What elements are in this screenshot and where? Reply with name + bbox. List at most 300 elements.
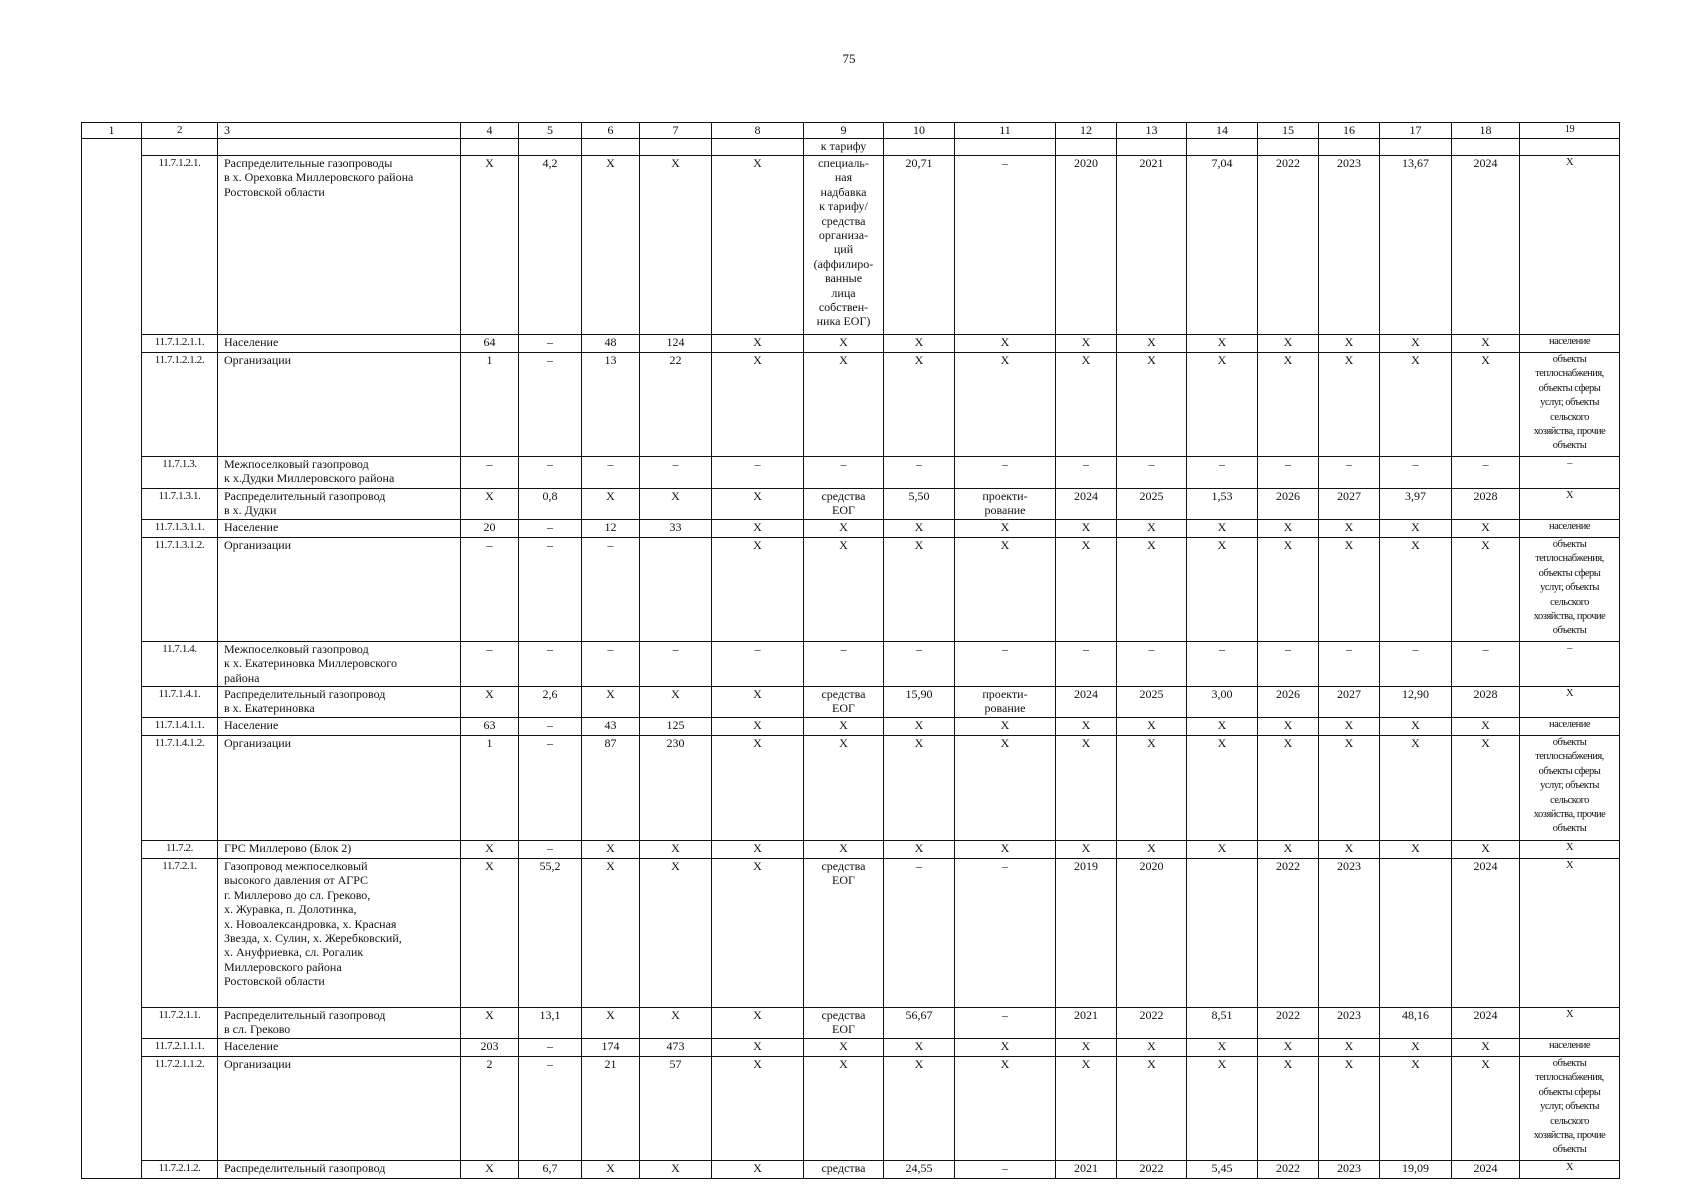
table-cell: Х — [1319, 718, 1380, 736]
table-cell: – — [1452, 457, 1520, 489]
table-cell: Х — [712, 156, 804, 335]
table-cell: – — [640, 457, 712, 489]
table-cell: – — [519, 736, 582, 841]
table-cell: Х — [804, 335, 884, 353]
table-cell: 12,90 — [1380, 687, 1452, 718]
table-cell: Х — [582, 1008, 640, 1039]
table-cell — [1452, 139, 1520, 156]
table-row — [82, 335, 1620, 353]
table-cell: 13 — [582, 353, 640, 457]
table-cell: средства ЕОГ — [804, 489, 884, 520]
table-cell: Х — [1319, 538, 1380, 642]
table-cell: – — [519, 718, 582, 736]
table-cell: Х — [1056, 736, 1117, 841]
table-cell: – — [1452, 642, 1520, 687]
table-row — [82, 841, 1620, 859]
row-code-cell: 11.7.1.4.1.2. — [142, 736, 218, 841]
table-cell: 2022 — [1258, 859, 1319, 1008]
row-name-cell: Организации — [218, 736, 461, 841]
table-cell: 33 — [640, 520, 712, 538]
table-cell: – — [461, 538, 519, 642]
table-cell: – — [955, 859, 1056, 1008]
column-header-3: 3 — [218, 123, 461, 139]
table-cell: население — [1520, 718, 1620, 736]
column-header-16: 16 — [1319, 123, 1380, 139]
table-cell: – — [884, 859, 955, 1008]
table-row — [82, 1161, 1620, 1179]
table-cell: 22 — [640, 353, 712, 457]
row-name-cell: Распределительный газопровод в х. Дудки — [218, 489, 461, 520]
table-cell: Х — [582, 841, 640, 859]
table-cell: Х — [955, 841, 1056, 859]
table-cell: Х — [1452, 841, 1520, 859]
table-row — [82, 736, 1620, 841]
table-cell: – — [1380, 642, 1452, 687]
table-cell: Х — [1187, 520, 1258, 538]
table-row — [82, 139, 1620, 156]
row-code-cell: 11.7.1.4.1.1. — [142, 718, 218, 736]
row-name-cell: Население — [218, 718, 461, 736]
table-cell: 13,1 — [519, 1008, 582, 1039]
table-cell — [82, 736, 142, 841]
table-cell: Х — [955, 353, 1056, 457]
table-cell: Х — [955, 736, 1056, 841]
table-cell — [82, 1161, 142, 1179]
table-cell: 2024 — [1056, 489, 1117, 520]
row-name-cell: Население — [218, 335, 461, 353]
table-cell: – — [519, 642, 582, 687]
table-cell: Х — [1319, 520, 1380, 538]
header-row — [82, 123, 1620, 139]
row-code-cell: 11.7.1.3. — [142, 457, 218, 489]
table-cell: Х — [1520, 156, 1620, 335]
table-cell: – — [519, 335, 582, 353]
table-cell: 2020 — [1056, 156, 1117, 335]
table-cell: специаль- ная надбавка к тарифу/ средства организа- ций (аффилиро- ванные лица собствен- ника ЕОГ) — [804, 156, 884, 335]
table-cell: Х — [712, 1039, 804, 1057]
table-cell: 12 — [582, 520, 640, 538]
table-cell: 3,00 — [1187, 687, 1258, 718]
table-cell: Х — [1187, 335, 1258, 353]
row-code-cell: 11.7.1.4.1. — [142, 687, 218, 718]
table-cell: – — [1520, 457, 1620, 489]
table-row — [82, 1008, 1620, 1039]
table-row — [82, 538, 1620, 642]
table-cell: Х — [1258, 718, 1319, 736]
table-cell: Х — [1117, 718, 1187, 736]
row-name-cell: Организации — [218, 538, 461, 642]
table-cell: Х — [582, 687, 640, 718]
table-cell: – — [582, 538, 640, 642]
table-cell: Х — [955, 538, 1056, 642]
table-cell — [82, 859, 142, 1008]
table-cell: Х — [1380, 736, 1452, 841]
table-cell: 1 — [461, 736, 519, 841]
table-row — [82, 859, 1620, 1008]
table-cell: 124 — [640, 335, 712, 353]
table-cell — [1380, 859, 1452, 1008]
table-cell: Х — [1452, 335, 1520, 353]
table-cell: Х — [1452, 520, 1520, 538]
table-cell: Х — [461, 1161, 519, 1179]
table-cell: 473 — [640, 1039, 712, 1057]
column-header-10: 10 — [884, 123, 955, 139]
table-cell: Х — [712, 1161, 804, 1179]
column-header-14: 14 — [1187, 123, 1258, 139]
table-cell: Х — [712, 353, 804, 457]
table-cell: объекты теплоснабжения, объекты сферы услуг, объекты сельского хозяйства, прочие объекты — [1520, 353, 1620, 457]
table-cell: Х — [955, 1057, 1056, 1161]
table-cell — [82, 1008, 142, 1039]
table-cell — [82, 520, 142, 538]
table-cell: Х — [712, 687, 804, 718]
table-cell: 13,67 — [1380, 156, 1452, 335]
table-cell: Х — [1452, 1039, 1520, 1057]
table-cell: 57 — [640, 1057, 712, 1161]
table-cell: Х — [884, 841, 955, 859]
table-cell: 2024 — [1452, 859, 1520, 1008]
table-cell: – — [519, 520, 582, 538]
table-cell: Х — [461, 489, 519, 520]
table-cell: 2023 — [1319, 1008, 1380, 1039]
table-cell: 0,8 — [519, 489, 582, 520]
table-cell: Х — [1187, 718, 1258, 736]
table-cell: Х — [1187, 1039, 1258, 1057]
table-cell: Х — [1319, 335, 1380, 353]
table-cell: – — [1187, 457, 1258, 489]
table-cell: Х — [712, 736, 804, 841]
table-cell — [82, 687, 142, 718]
table-cell: проекти- рование — [955, 687, 1056, 718]
table-cell: Х — [461, 1008, 519, 1039]
table-cell — [519, 139, 582, 156]
table-cell — [82, 489, 142, 520]
table-cell: Х — [1117, 1039, 1187, 1057]
table-cell: Х — [461, 156, 519, 335]
table-cell: – — [955, 1161, 1056, 1179]
table-cell: Х — [712, 538, 804, 642]
table-cell: 55,2 — [519, 859, 582, 1008]
table-cell: Х — [712, 489, 804, 520]
table-cell: – — [884, 642, 955, 687]
table-cell: 2027 — [1319, 489, 1380, 520]
page-number: 75 — [842, 51, 856, 66]
table-cell: Х — [1056, 841, 1117, 859]
table-cell: Х — [582, 489, 640, 520]
table-row — [82, 489, 1620, 520]
table-cell: Х — [884, 520, 955, 538]
row-code-cell: 11.7.1.3.1.1. — [142, 520, 218, 538]
table-cell — [1520, 139, 1620, 156]
table-cell: 3,97 — [1380, 489, 1452, 520]
row-code-cell: 11.7.2.1.2. — [142, 1161, 218, 1179]
row-name-cell: Распределительный газопровод в сл. Греково — [218, 1008, 461, 1039]
table-cell: 6,7 — [519, 1161, 582, 1179]
table-cell: Х — [712, 335, 804, 353]
table-cell: 19,09 — [1380, 1161, 1452, 1179]
table-cell: 1,53 — [1187, 489, 1258, 520]
table-cell: 2021 — [1056, 1161, 1117, 1179]
table-cell: объекты теплоснабжения, объекты сферы услуг, объекты сельского хозяйства, прочие объекты — [1520, 1057, 1620, 1161]
table-cell: – — [1187, 642, 1258, 687]
table-cell: объекты теплоснабжения, объекты сферы услуг, объекты сельского хозяйства, прочие объекты — [1520, 736, 1620, 841]
table-cell: к тарифу — [804, 139, 884, 156]
table-cell: – — [1056, 642, 1117, 687]
column-header-2: 2 — [142, 123, 218, 139]
table-cell: проекти- рование — [955, 489, 1056, 520]
table-cell: – — [1117, 457, 1187, 489]
table-cell: 15,90 — [884, 687, 955, 718]
table-cell: Х — [712, 1008, 804, 1039]
table-cell: Х — [1117, 841, 1187, 859]
table-cell: Х — [1452, 718, 1520, 736]
table-cell: Х — [1258, 736, 1319, 841]
table-cell — [82, 139, 142, 156]
table-cell: 125 — [640, 718, 712, 736]
table-cell: Х — [1056, 538, 1117, 642]
table-cell: – — [519, 353, 582, 457]
table-row — [82, 520, 1620, 538]
table-cell: средства — [804, 1161, 884, 1179]
table-cell: объекты теплоснабжения, объекты сферы услуг, объекты сельского хозяйства, прочие объекты — [1520, 538, 1620, 642]
table-cell — [1117, 139, 1187, 156]
table-cell — [82, 335, 142, 353]
table-cell: Х — [1258, 1057, 1319, 1161]
table-cell: Х — [804, 1039, 884, 1057]
table-cell: Х — [461, 841, 519, 859]
table-cell: Х — [1319, 353, 1380, 457]
column-header-15: 15 — [1258, 123, 1319, 139]
table-cell — [1258, 139, 1319, 156]
table-cell: Х — [1319, 841, 1380, 859]
table-cell: средства ЕОГ — [804, 1008, 884, 1039]
column-header-9: 9 — [804, 123, 884, 139]
table-cell: средства ЕОГ — [804, 859, 884, 1008]
table-row — [82, 1057, 1620, 1161]
column-header-8: 8 — [712, 123, 804, 139]
table-cell: Х — [1520, 687, 1620, 718]
table-cell: – — [582, 642, 640, 687]
table-cell: Х — [955, 718, 1056, 736]
table-cell: средства ЕОГ — [804, 687, 884, 718]
table-cell — [82, 841, 142, 859]
table-cell: – — [955, 156, 1056, 335]
table-cell — [82, 718, 142, 736]
table-cell: Х — [712, 718, 804, 736]
table-cell: 2022 — [1117, 1161, 1187, 1179]
table-cell: 20 — [461, 520, 519, 538]
row-code-cell: 11.7.1.3.1.2. — [142, 538, 218, 642]
table-row — [82, 457, 1620, 489]
table-cell: 2022 — [1258, 156, 1319, 335]
table-cell: 2 — [461, 1057, 519, 1161]
table-cell: 8,51 — [1187, 1008, 1258, 1039]
table-cell: 2,6 — [519, 687, 582, 718]
table-cell: 2026 — [1258, 489, 1319, 520]
table-cell: Х — [1056, 718, 1117, 736]
table-cell: 48,16 — [1380, 1008, 1452, 1039]
table-cell: 87 — [582, 736, 640, 841]
column-header-13: 13 — [1117, 123, 1187, 139]
table-cell: – — [461, 642, 519, 687]
table-cell: – — [712, 642, 804, 687]
table-cell: Х — [640, 1008, 712, 1039]
table-cell: Х — [1117, 1057, 1187, 1161]
table-cell: – — [1258, 642, 1319, 687]
table-cell: Х — [804, 538, 884, 642]
row-name-cell: ГРС Миллерово (Блок 2) — [218, 841, 461, 859]
row-name-cell: Газопровод межпоселковый высокого давления от АГРС г. Миллерово до сл. Греково, х. Журавка, п. Долотинка, х. Новоалександровка, х. Красная Звезда, х. Сулин, х. Жеребковский, х. Ануфриевка, сл. Рогалик Миллеровского района Ростовской области — [218, 859, 461, 1008]
table-cell: 2024 — [1452, 1161, 1520, 1179]
table-cell: 2025 — [1117, 489, 1187, 520]
table-cell: Х — [1319, 1039, 1380, 1057]
column-header-1: 1 — [82, 123, 142, 139]
table-cell: Х — [955, 520, 1056, 538]
row-code-cell: 11.7.2. — [142, 841, 218, 859]
table-cell: 2026 — [1258, 687, 1319, 718]
table-cell: Х — [1520, 489, 1620, 520]
row-name-cell: Распределительный газопровод в х. Екатериновка — [218, 687, 461, 718]
table-cell: 2028 — [1452, 687, 1520, 718]
column-header-19: 19 — [1520, 123, 1620, 139]
table-cell: 2028 — [1452, 489, 1520, 520]
table-cell: – — [1520, 642, 1620, 687]
table-cell: Х — [582, 156, 640, 335]
table-cell: Х — [461, 859, 519, 1008]
table-cell: Х — [1117, 520, 1187, 538]
row-name-cell: Распределительные газопроводы в х. Ореховка Миллеровского района Ростовской области — [218, 156, 461, 335]
column-header-18: 18 — [1452, 123, 1520, 139]
table-cell: 2023 — [1319, 859, 1380, 1008]
table-cell — [640, 139, 712, 156]
table-cell: Х — [1187, 736, 1258, 841]
table-cell: Х — [884, 335, 955, 353]
table-cell — [82, 353, 142, 457]
table-cell — [1187, 139, 1258, 156]
table-row — [82, 1039, 1620, 1057]
table-cell: Х — [1319, 1057, 1380, 1161]
table-cell: Х — [1380, 335, 1452, 353]
table-cell: Х — [1187, 538, 1258, 642]
table-cell — [1319, 139, 1380, 156]
table-cell — [884, 139, 955, 156]
table-cell: Х — [1056, 353, 1117, 457]
table-cell: 4,2 — [519, 156, 582, 335]
column-header-17: 17 — [1380, 123, 1452, 139]
column-header-12: 12 — [1056, 123, 1117, 139]
table-cell: 203 — [461, 1039, 519, 1057]
table-cell: 43 — [582, 718, 640, 736]
table-cell: Х — [1258, 520, 1319, 538]
table-cell: – — [461, 457, 519, 489]
table-cell: Х — [640, 841, 712, 859]
table-cell — [1380, 139, 1452, 156]
table-cell: Х — [1117, 353, 1187, 457]
table-cell — [955, 139, 1056, 156]
table-cell: Х — [1258, 335, 1319, 353]
table-cell: 48 — [582, 335, 640, 353]
table-row — [82, 687, 1620, 718]
table-cell — [82, 457, 142, 489]
table-cell: Х — [1452, 353, 1520, 457]
table-row — [82, 642, 1620, 687]
table-cell: – — [1319, 642, 1380, 687]
table-cell: Х — [804, 520, 884, 538]
table-cell: Х — [955, 1039, 1056, 1057]
table-cell: Х — [884, 1039, 955, 1057]
table-cell: – — [582, 457, 640, 489]
row-code-cell: 11.7.2.1.1.1. — [142, 1039, 218, 1057]
table-cell: 2024 — [1056, 687, 1117, 718]
table-cell: Х — [1056, 1057, 1117, 1161]
row-name-cell: Межпоселковый газопровод к х.Дудки Миллеровского района — [218, 457, 461, 489]
table-cell: 1 — [461, 353, 519, 457]
table-cell: 2020 — [1117, 859, 1187, 1008]
row-code-cell — [142, 139, 218, 156]
row-code-cell: 11.7.1.4. — [142, 642, 218, 687]
table-cell: Х — [804, 718, 884, 736]
table-cell: 24,55 — [884, 1161, 955, 1179]
table-cell: – — [519, 1057, 582, 1161]
row-name-cell: Организации — [218, 1057, 461, 1161]
table-cell: Х — [712, 859, 804, 1008]
table-cell — [1187, 859, 1258, 1008]
table-cell: 2021 — [1056, 1008, 1117, 1039]
table-cell: Х — [1520, 1161, 1620, 1179]
column-header-6: 6 — [582, 123, 640, 139]
table-cell: – — [1258, 457, 1319, 489]
table-cell: Х — [1187, 841, 1258, 859]
table-cell: Х — [712, 1057, 804, 1161]
table-cell: Х — [582, 1161, 640, 1179]
table-cell: – — [519, 538, 582, 642]
table-cell: население — [1520, 520, 1620, 538]
column-header-5: 5 — [519, 123, 582, 139]
row-code-cell: 11.7.2.1.1.2. — [142, 1057, 218, 1161]
table-cell: – — [1319, 457, 1380, 489]
table-cell: Х — [1258, 1039, 1319, 1057]
table-cell: – — [1056, 457, 1117, 489]
table-cell: Х — [1258, 538, 1319, 642]
gasification-program-table — [81, 122, 1620, 1179]
table-cell — [712, 139, 804, 156]
table-cell: Х — [640, 687, 712, 718]
table-cell: Х — [712, 841, 804, 859]
table-cell: – — [884, 457, 955, 489]
table-cell: 5,45 — [1187, 1161, 1258, 1179]
table-cell: – — [519, 1039, 582, 1057]
table-row — [82, 353, 1620, 457]
table-cell: – — [640, 642, 712, 687]
table-cell: 2022 — [1258, 1161, 1319, 1179]
table-cell: Х — [1380, 538, 1452, 642]
table-cell: 230 — [640, 736, 712, 841]
table-cell — [640, 538, 712, 642]
table-cell: 7,04 — [1187, 156, 1258, 335]
row-name-cell: Межпоселковый газопровод к х. Екатериновка Миллеровского района — [218, 642, 461, 687]
table-cell: население — [1520, 335, 1620, 353]
table-cell: Х — [1520, 841, 1620, 859]
row-code-cell: 11.7.1.2.1.2. — [142, 353, 218, 457]
row-name-cell: Население — [218, 520, 461, 538]
table-cell: Х — [1380, 353, 1452, 457]
table-cell: 63 — [461, 718, 519, 736]
table-cell: 174 — [582, 1039, 640, 1057]
table-cell: Х — [1380, 841, 1452, 859]
row-code-cell: 11.7.1.2.1. — [142, 156, 218, 335]
table-cell: – — [1380, 457, 1452, 489]
table-cell: 2021 — [1117, 156, 1187, 335]
